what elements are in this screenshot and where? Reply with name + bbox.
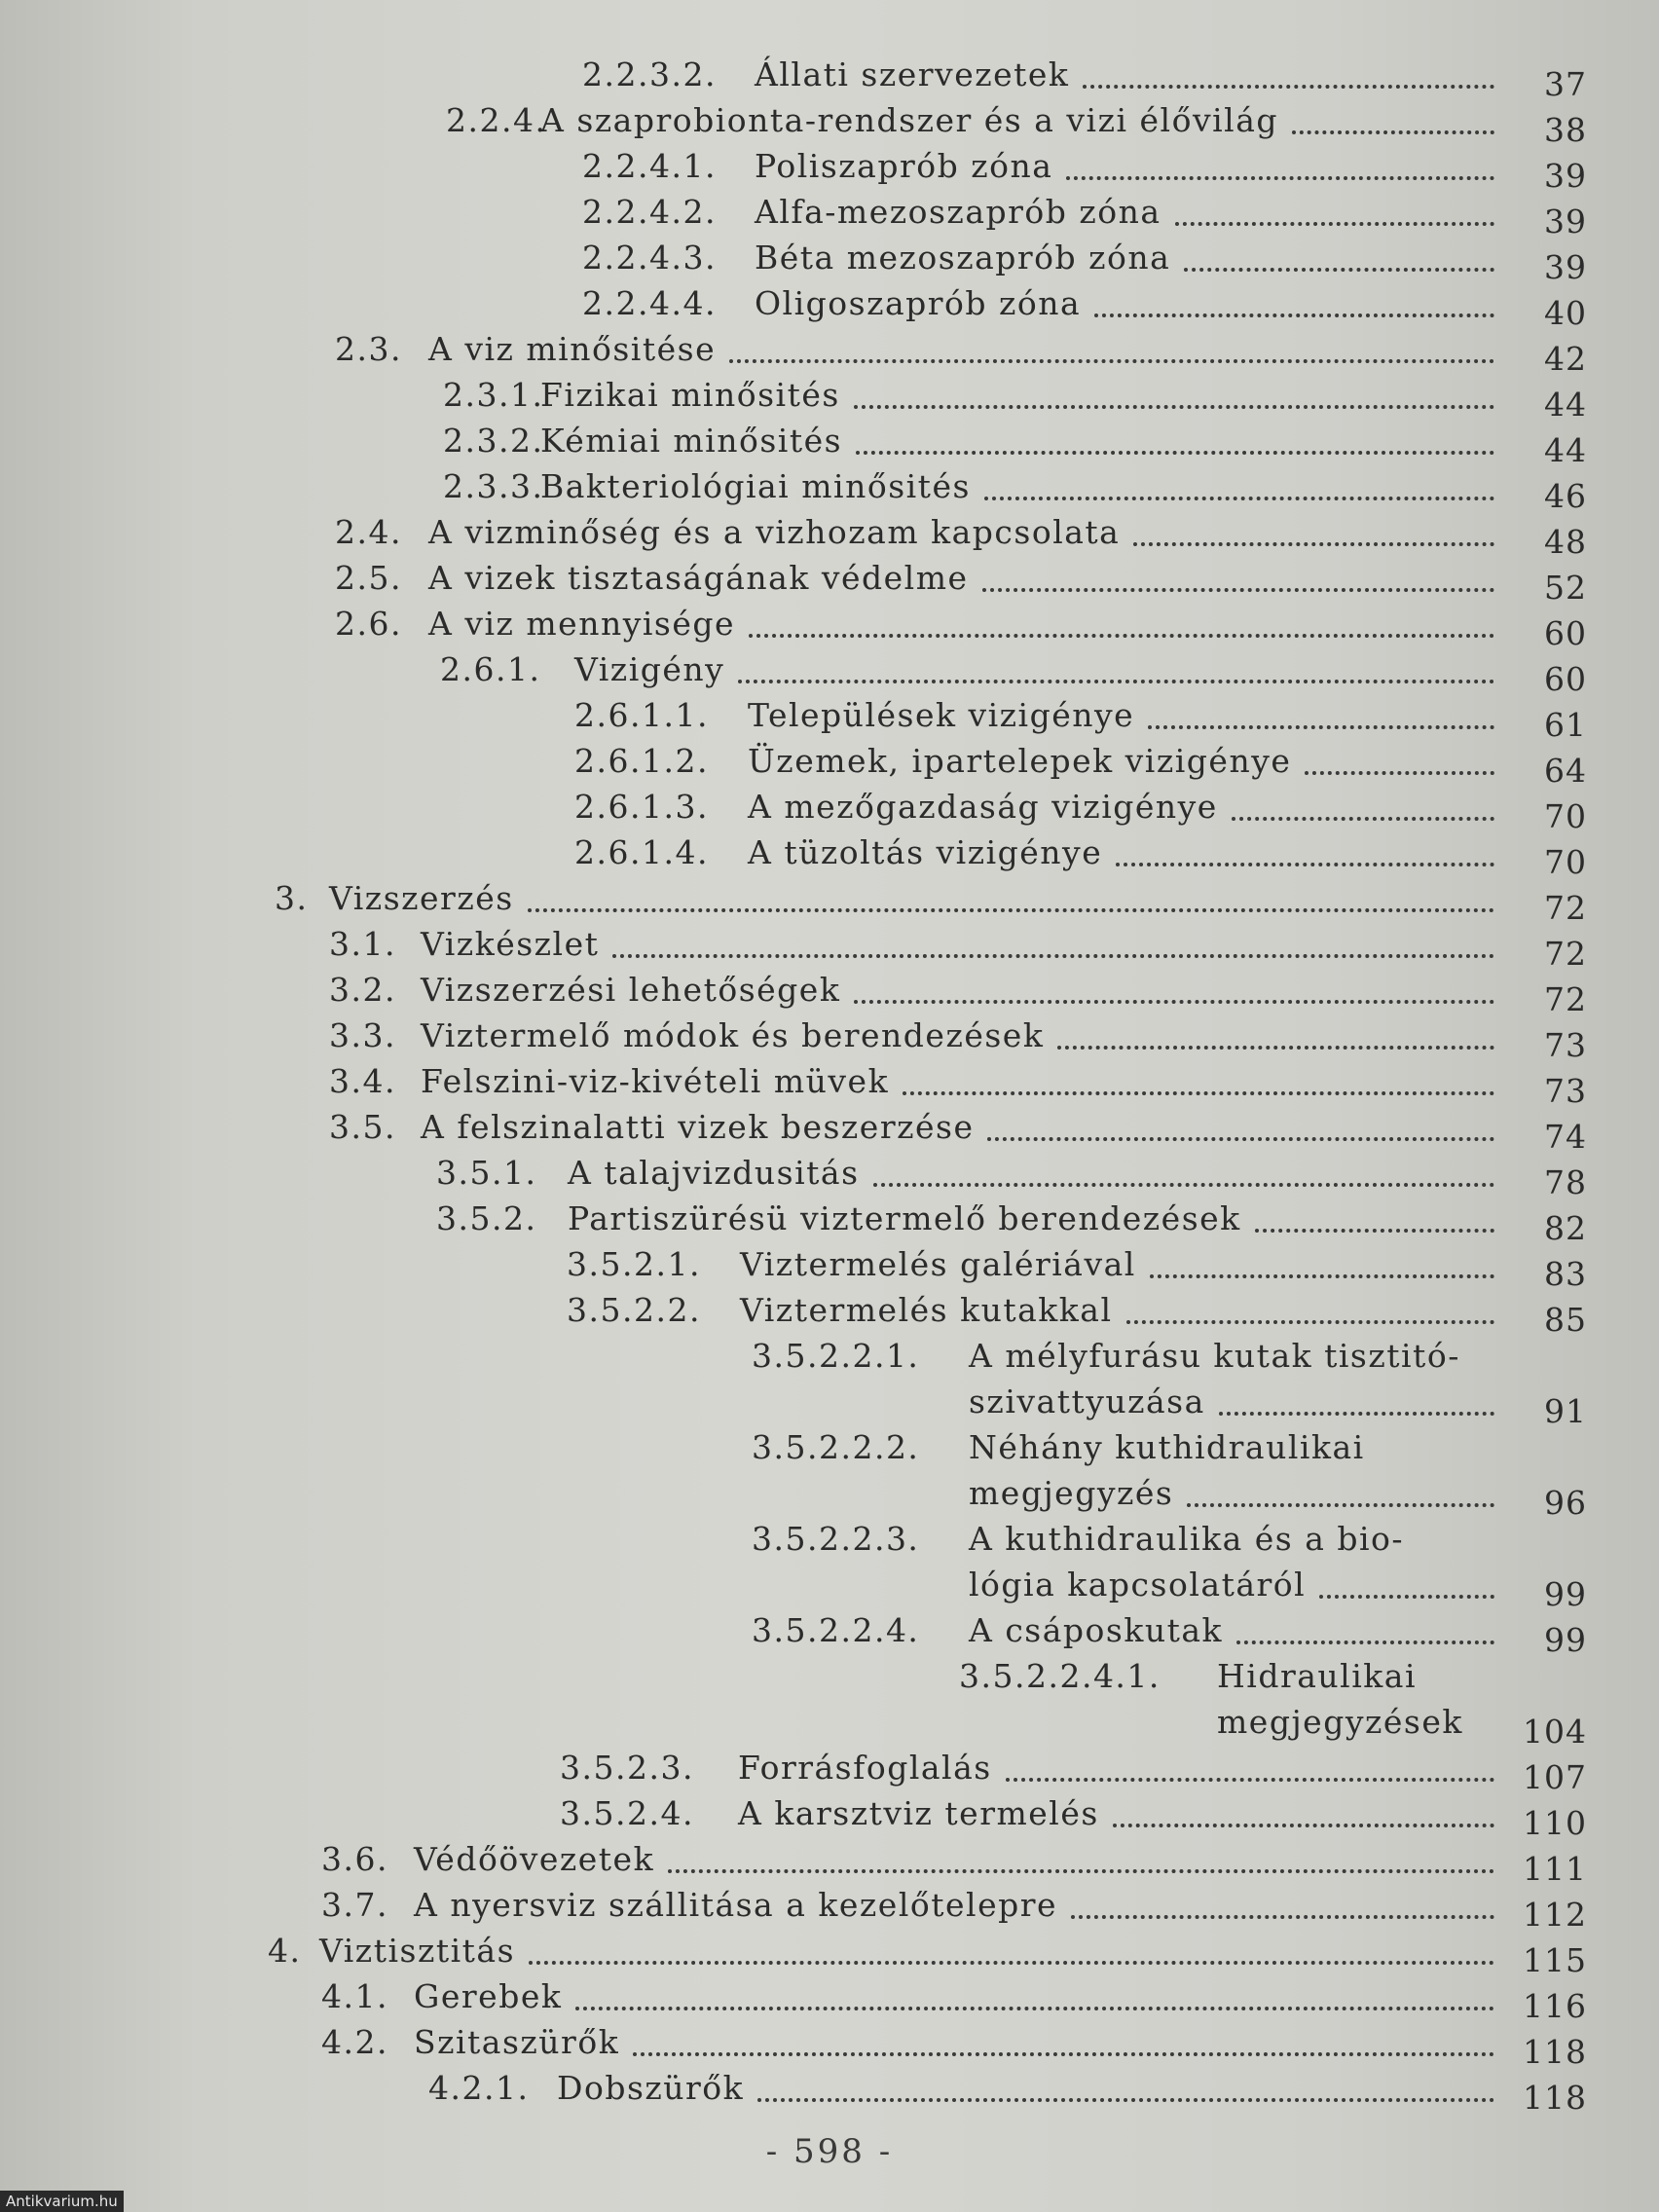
toc-entry-page: 99 <box>1544 1575 1587 1613</box>
toc-entry-number: 3.6. <box>321 1840 388 1878</box>
toc-entry-title: Vizkészlet <box>421 925 600 963</box>
dot-leader <box>1006 1752 1494 1782</box>
toc-entry-number: 3.5.2.2. <box>567 1291 701 1329</box>
toc-entry-number: 3.5. <box>329 1108 396 1146</box>
toc-entry-page: 91 <box>1544 1392 1587 1430</box>
toc-entry-page: 118 <box>1523 2079 1587 2117</box>
toc-entry-title: Néhány kuthidraulikai <box>969 1428 1365 1466</box>
dot-leader <box>854 975 1494 1004</box>
toc-entry-title: Viztermelő módok és berendezések <box>421 1016 1045 1054</box>
dot-leader <box>1236 1615 1494 1644</box>
dot-leader <box>729 334 1494 363</box>
toc-entry-title: Bakteriológiai minősités <box>540 467 971 505</box>
dot-leader <box>1255 1203 1494 1233</box>
toc-entry-number: 3.5.2.1. <box>567 1245 701 1283</box>
toc-entry-number: 2.3.2. <box>443 422 544 460</box>
dot-leader <box>1071 1890 1494 1919</box>
toc-entry-page: 116 <box>1523 1987 1587 2025</box>
toc-entry-page: 83 <box>1544 1255 1587 1293</box>
toc-entry-title: Védőövezetek <box>414 1840 655 1878</box>
toc-entry-title: Poliszaprób zóna <box>755 147 1053 185</box>
dot-leader <box>873 1158 1494 1187</box>
toc-entry-page: 73 <box>1544 1026 1587 1064</box>
toc-entry-number: 4.2.1. <box>428 2069 530 2107</box>
toc-entry-page: 39 <box>1544 203 1587 240</box>
toc-entry-number: 2.2.4.1. <box>582 147 717 185</box>
toc-entry-number: 2.2.4.4. <box>582 284 717 322</box>
toc-entry-number: 2.2.4.3. <box>582 239 717 276</box>
toc-entry-page: 64 <box>1544 752 1587 790</box>
toc-entry-title: A felszinalatti vizek beszerzése <box>421 1108 975 1146</box>
toc-entry <box>0 237 1659 286</box>
toc-entry <box>0 1518 1659 1561</box>
toc-entry <box>0 374 1659 424</box>
toc-entry-number: 3.5.2.3. <box>560 1749 694 1787</box>
toc-entry-title: megjegyzések <box>1217 1703 1463 1741</box>
toc-entry-page: 39 <box>1544 157 1587 195</box>
toc-entry-title: A karsztviz termelés <box>738 1794 1099 1832</box>
toc-entry-title: lógia kapcsolatáról <box>969 1566 1307 1604</box>
toc-entry-number: 3.5.2.2.4. <box>752 1611 920 1649</box>
dot-leader <box>633 2027 1494 2056</box>
toc-entry <box>0 1335 1659 1378</box>
dot-leader <box>1175 197 1494 226</box>
dot-leader <box>529 1936 1494 1965</box>
dot-leader <box>1219 1386 1494 1416</box>
toc-entry <box>0 1975 1659 2025</box>
toc-entry-page: 40 <box>1544 294 1587 332</box>
toc-entry-page: 104 <box>1523 1713 1587 1751</box>
toc-entry-number: 3.5.2. <box>436 1199 537 1237</box>
dot-leader <box>612 929 1494 958</box>
toc-entry-page: 60 <box>1544 614 1587 652</box>
toc-entry-title: A csáposkutak <box>969 1611 1224 1649</box>
toc-entry-number: 3. <box>275 879 309 917</box>
toc-entry-title: Viztermelés galériával <box>740 1245 1136 1283</box>
toc-entry-page: 112 <box>1523 1896 1587 1934</box>
toc-entry-page: 44 <box>1544 386 1587 424</box>
toc-entry-number: 3.5.2.2.3. <box>752 1520 920 1558</box>
dot-leader <box>856 425 1494 455</box>
dot-leader <box>1292 105 1494 134</box>
toc-entry-title: A vizminőség és a vizhozam kapcsolata <box>428 513 1121 551</box>
toc-entry <box>0 969 1659 1018</box>
dot-leader <box>1083 59 1494 89</box>
toc-entry-number: 3.4. <box>329 1062 396 1100</box>
dot-leader <box>575 1981 1494 2010</box>
toc-entry-page: 85 <box>1544 1301 1587 1339</box>
toc-entry-number: 3.5.1. <box>436 1154 537 1192</box>
toc-entry <box>0 2021 1659 2071</box>
toc-entry-number: 2.6.1. <box>440 650 541 688</box>
toc-entry-number: 2.3.1. <box>443 376 544 414</box>
toc-entry <box>0 282 1659 332</box>
toc-entry-page: 118 <box>1523 2033 1587 2071</box>
dot-leader <box>1113 1798 1494 1827</box>
toc-entry <box>0 740 1659 790</box>
toc-entry-number: 4.1. <box>321 1977 388 2015</box>
toc-entry-title: Felszini-viz-kivételi müvek <box>421 1062 890 1100</box>
toc-entry <box>0 145 1659 195</box>
toc-entry-page: 111 <box>1523 1850 1587 1888</box>
toc-entry-number: 2.6.1.4. <box>574 833 709 871</box>
dot-leader <box>903 1066 1494 1095</box>
toc-entry-title: Partiszürésü viztermelő berendezések <box>568 1199 1241 1237</box>
toc-entry-title: Üzemek, ipartelepek vizigénye <box>748 742 1292 780</box>
toc-entry-page: 70 <box>1544 797 1587 835</box>
toc-entry <box>0 1701 1659 1751</box>
dot-leader <box>1150 1249 1494 1278</box>
toc-entry-title: Hidraulikai <box>1217 1657 1417 1695</box>
toc-entry-number: 4. <box>268 1932 302 1970</box>
toc-entry-page: 82 <box>1544 1209 1587 1247</box>
toc-entry-page: 72 <box>1544 889 1587 927</box>
dot-leader <box>1116 837 1494 866</box>
toc-entry <box>0 2067 1659 2117</box>
page-number: - 598 - <box>765 2132 894 2171</box>
toc-entry-page: 115 <box>1523 1941 1587 1979</box>
dot-leader <box>757 2073 1494 2102</box>
toc-entry-title: Forrásfoglalás <box>738 1749 992 1787</box>
toc-entry <box>0 511 1659 561</box>
dot-leader <box>982 563 1494 592</box>
toc-entry-title: A mélyfurásu kutak tisztitó- <box>969 1337 1460 1375</box>
toc-entry <box>0 99 1659 149</box>
toc-entry-page: 38 <box>1544 111 1587 149</box>
toc-entry-title: Viztisztitás <box>319 1932 516 1970</box>
toc-entry-title: Dobszürők <box>557 2069 745 2107</box>
toc-entry-page: 61 <box>1544 706 1587 744</box>
toc-entry <box>0 1014 1659 1064</box>
toc-entry-title: Béta mezoszaprób zóna <box>755 239 1171 276</box>
toc-entry-number: 3.5.2.2.1. <box>752 1337 920 1375</box>
toc-entry-title: A viz mennyisége <box>428 605 736 643</box>
toc-entry-title: A tüzoltás vizigénye <box>748 833 1103 871</box>
toc-entry-title: Vizszerzés <box>329 879 514 917</box>
dot-leader <box>854 380 1494 409</box>
toc-entry-title: Kémiai minősités <box>540 422 843 460</box>
toc-entry <box>0 1472 1659 1522</box>
toc-entry-page: 72 <box>1544 935 1587 973</box>
toc-entry <box>0 1426 1659 1469</box>
toc-entry-number: 2.6.1.2. <box>574 742 709 780</box>
toc-entry <box>0 1289 1659 1339</box>
toc-entry-page: 72 <box>1544 980 1587 1018</box>
toc-entry-number: 3.5.2.4. <box>560 1794 694 1832</box>
toc-entry-title: Vizszerzési lehetőségek <box>421 971 841 1009</box>
toc-entry-title: A vizek tisztaságának védelme <box>428 559 969 597</box>
toc-entry <box>0 557 1659 607</box>
toc-entry-number: 2.6.1.3. <box>574 788 709 826</box>
toc-entry-page: 44 <box>1544 431 1587 469</box>
toc-entry-page: 110 <box>1523 1804 1587 1842</box>
toc-entry-title: Gerebek <box>414 1977 563 2015</box>
toc-entry-page: 48 <box>1544 523 1587 561</box>
dot-leader <box>1184 242 1494 272</box>
toc-entry-title: A kuthidraulika és a bio- <box>969 1520 1405 1558</box>
toc-entry <box>0 191 1659 240</box>
toc-entry-page: 39 <box>1544 248 1587 286</box>
toc-entry <box>0 1243 1659 1293</box>
toc-entry <box>0 420 1659 469</box>
dot-leader <box>528 883 1494 912</box>
toc-entry <box>0 923 1659 973</box>
toc-entry <box>0 648 1659 698</box>
dot-leader <box>1133 517 1494 546</box>
toc-entry <box>0 1655 1659 1698</box>
toc-entry-title: Oligoszaprób zóna <box>755 284 1082 322</box>
toc-entry <box>0 1198 1659 1247</box>
dot-leader <box>984 471 1494 500</box>
toc-entry-number: 2.2.4. <box>446 101 547 139</box>
toc-entry <box>0 1838 1659 1888</box>
toc-entry-title: A viz minősitése <box>428 330 717 368</box>
toc-entry-page: 42 <box>1544 340 1587 378</box>
toc-entry-title: A szaprobionta-rendszer és a vizi élővilág <box>540 101 1279 139</box>
toc-entry-title: Állati szervezetek <box>755 55 1070 93</box>
toc-entry-title: szivattyuzása <box>969 1382 1205 1420</box>
toc-entry-number: 3.1. <box>329 925 396 963</box>
toc-entry-number: 4.2. <box>321 2023 388 2061</box>
watermark-label: Antikvarium.hu <box>0 2191 124 2212</box>
toc-entry-title: megjegyzés <box>969 1474 1174 1512</box>
toc-entry-title: Alfa-mezoszaprób zóna <box>755 193 1161 231</box>
toc-entry <box>0 831 1659 881</box>
toc-entry-number: 2.3.3. <box>443 467 544 505</box>
toc-entry-number: 2.5. <box>335 559 402 597</box>
toc-entry <box>0 694 1659 744</box>
toc-entry <box>0 877 1659 927</box>
dot-leader <box>1305 746 1494 775</box>
toc-entry-page: 37 <box>1544 65 1587 103</box>
toc-entry <box>0 603 1659 652</box>
toc-entry-page: 99 <box>1544 1621 1587 1659</box>
dot-leader <box>668 1844 1494 1873</box>
toc-entry <box>0 1060 1659 1110</box>
toc-entry <box>0 1747 1659 1796</box>
toc-entry-number: 3.2. <box>329 971 396 1009</box>
toc-entry-number: 2.3. <box>335 330 402 368</box>
dot-leader <box>1319 1569 1494 1599</box>
toc-entry-title: Települések vizigénye <box>748 696 1135 734</box>
toc-entry-page: 73 <box>1544 1072 1587 1110</box>
toc-entry-title: Fizikai minősités <box>540 376 840 414</box>
toc-entry-number: 2.6. <box>335 605 402 643</box>
dot-leader <box>1094 288 1494 317</box>
toc-entry-number: 3.5.2.2.2. <box>752 1428 920 1466</box>
dot-leader <box>1232 792 1494 821</box>
toc-entry-number: 2.4. <box>335 513 402 551</box>
toc-entry <box>0 54 1659 103</box>
toc-entry-page: 70 <box>1544 843 1587 881</box>
dot-leader <box>1057 1020 1494 1050</box>
toc-entry-number: 3.3. <box>329 1016 396 1054</box>
toc-entry <box>0 1930 1659 1979</box>
toc-entry-title: Szitaszürők <box>414 2023 620 2061</box>
toc-entry <box>0 1106 1659 1156</box>
toc-entry <box>0 328 1659 378</box>
toc-entry <box>0 786 1659 835</box>
toc-entry-number: 2.6.1.1. <box>574 696 709 734</box>
toc-entry-title: A nyersviz szállitása a kezelőtelepre <box>414 1886 1058 1924</box>
toc-entry-page: 78 <box>1544 1163 1587 1201</box>
toc-entry-page: 46 <box>1544 477 1587 515</box>
toc-entry <box>0 1381 1659 1430</box>
toc-entry-number: 3.5.2.2.4.1. <box>959 1657 1161 1695</box>
toc-entry-page: 60 <box>1544 660 1587 698</box>
toc-entry-title: A talajvizdusitás <box>568 1154 860 1192</box>
toc-entry <box>0 1792 1659 1842</box>
toc-entry <box>0 465 1659 515</box>
toc-entry-number: 2.2.3.2. <box>582 55 717 93</box>
toc-entry <box>0 1609 1659 1659</box>
toc-entry-title: Vizigény <box>574 650 725 688</box>
toc-entry-page: 107 <box>1523 1758 1587 1796</box>
dot-leader <box>1126 1295 1495 1324</box>
toc-entry <box>0 1152 1659 1201</box>
toc-entry-title: A mezőgazdaság vizigénye <box>748 788 1218 826</box>
dot-leader <box>1148 700 1494 729</box>
toc-entry-page: 52 <box>1544 569 1587 607</box>
dot-leader <box>738 654 1494 683</box>
toc-entry <box>0 1884 1659 1934</box>
dot-leader <box>987 1112 1494 1141</box>
toc-entry-title: Viztermelés kutakkal <box>740 1291 1113 1329</box>
toc-entry-number: 2.2.4.2. <box>582 193 717 231</box>
dot-leader <box>1066 151 1494 180</box>
dot-leader <box>749 608 1494 638</box>
toc-entry-page: 74 <box>1544 1118 1587 1156</box>
toc-entry-number: 3.7. <box>321 1886 388 1924</box>
toc-entry-page: 96 <box>1544 1484 1587 1522</box>
dot-leader <box>1187 1478 1494 1507</box>
toc-entry <box>0 1564 1659 1613</box>
